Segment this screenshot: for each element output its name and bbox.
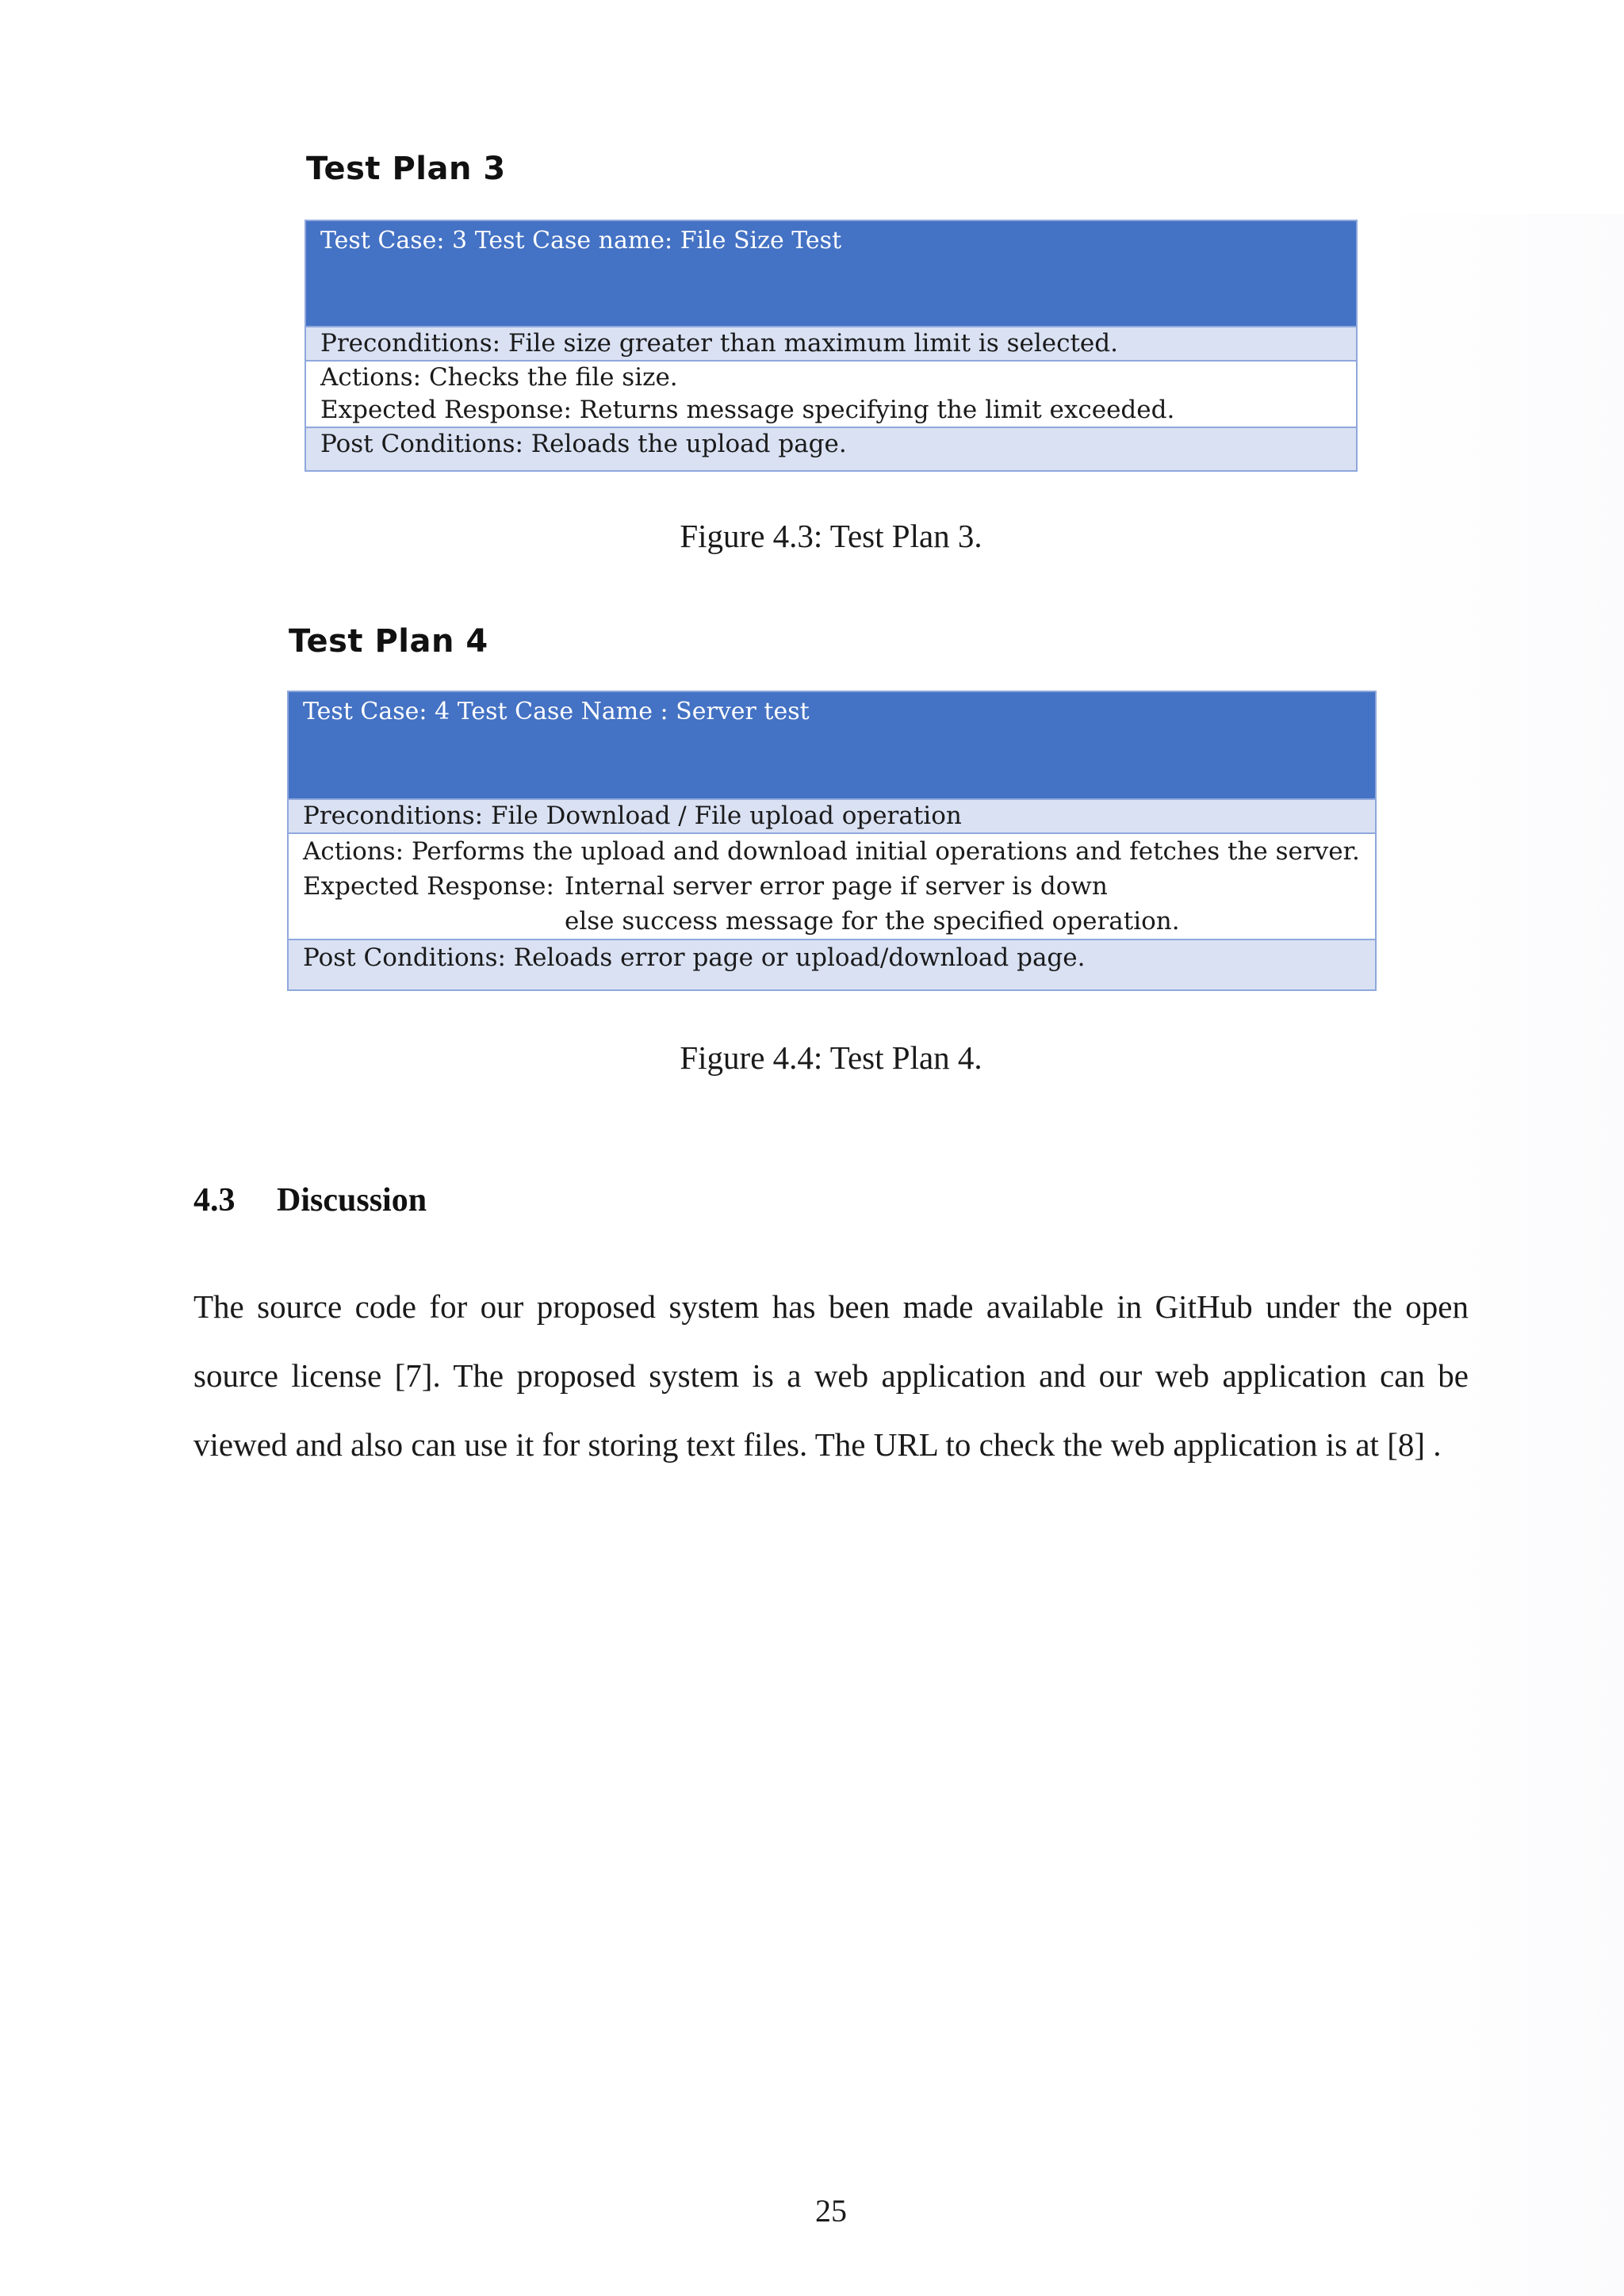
actions-text: Actions: Checks the file size. — [320, 363, 678, 392]
expected-response-label: Expected Response: — [303, 872, 554, 901]
figure-4-3-caption: Figure 4.3: Test Plan 3. — [680, 518, 982, 554]
test-plan-3-title: Test Plan 3 — [306, 151, 506, 187]
post-conditions-row — [289, 939, 1375, 989]
preconditions-row — [289, 798, 1375, 832]
test-plan-4-title: Test Plan 4 — [289, 623, 488, 660]
expected-response-line: else success message for the specified operation. — [565, 907, 1180, 936]
actions-text: Actions: Performs the upload and download initial operations and fetches the server. — [303, 837, 1360, 866]
preconditions-text: Preconditions: File size greater than maximum limit is selected. — [320, 329, 1118, 358]
test-plan-3-header — [306, 221, 1356, 326]
test-plan-4-header — [289, 692, 1375, 798]
expected-response-line: Internal server error page if server is down — [565, 872, 1108, 901]
test-case-name: Test Case Name : Server test — [457, 698, 810, 725]
discussion-paragraph: The source code for our proposed system has been made available in GitHub under the open source license [7]. The proposed system is a web application and our web application can be viewed and also can use it for storing text files. The URL to check the web application is at [8] . — [193, 1288, 1469, 1463]
actions-row — [306, 360, 1356, 427]
expected-response-text: Expected Response: Returns message specifying the limit exceeded. — [320, 396, 1175, 424]
post-conditions-text: Post Conditions: Reloads the upload page. — [320, 430, 847, 458]
expected-response-block — [303, 869, 1361, 939]
test-plan-4-table — [287, 691, 1377, 991]
post-conditions-row — [306, 427, 1356, 470]
section-number: 4.3 — [193, 1182, 236, 1219]
preconditions-row — [306, 326, 1356, 360]
test-plan-3-table — [304, 220, 1358, 472]
actions-row — [289, 832, 1375, 939]
test-case-name: Test Case name: File Size Test — [474, 227, 842, 254]
figure-4-4-caption: Figure 4.4: Test Plan 4. — [680, 1039, 982, 1076]
test-case-number: Test Case: 4 — [303, 698, 450, 725]
preconditions-text: Preconditions: File Download / File upload operation — [303, 802, 962, 830]
test-case-number: Test Case: 3 — [320, 227, 468, 254]
section-title: Discussion — [277, 1182, 427, 1219]
page-number: 25 — [815, 2193, 847, 2229]
post-conditions-text: Post Conditions: Reloads error page or upload/download page. — [303, 943, 1086, 972]
section-heading — [193, 1181, 427, 1219]
